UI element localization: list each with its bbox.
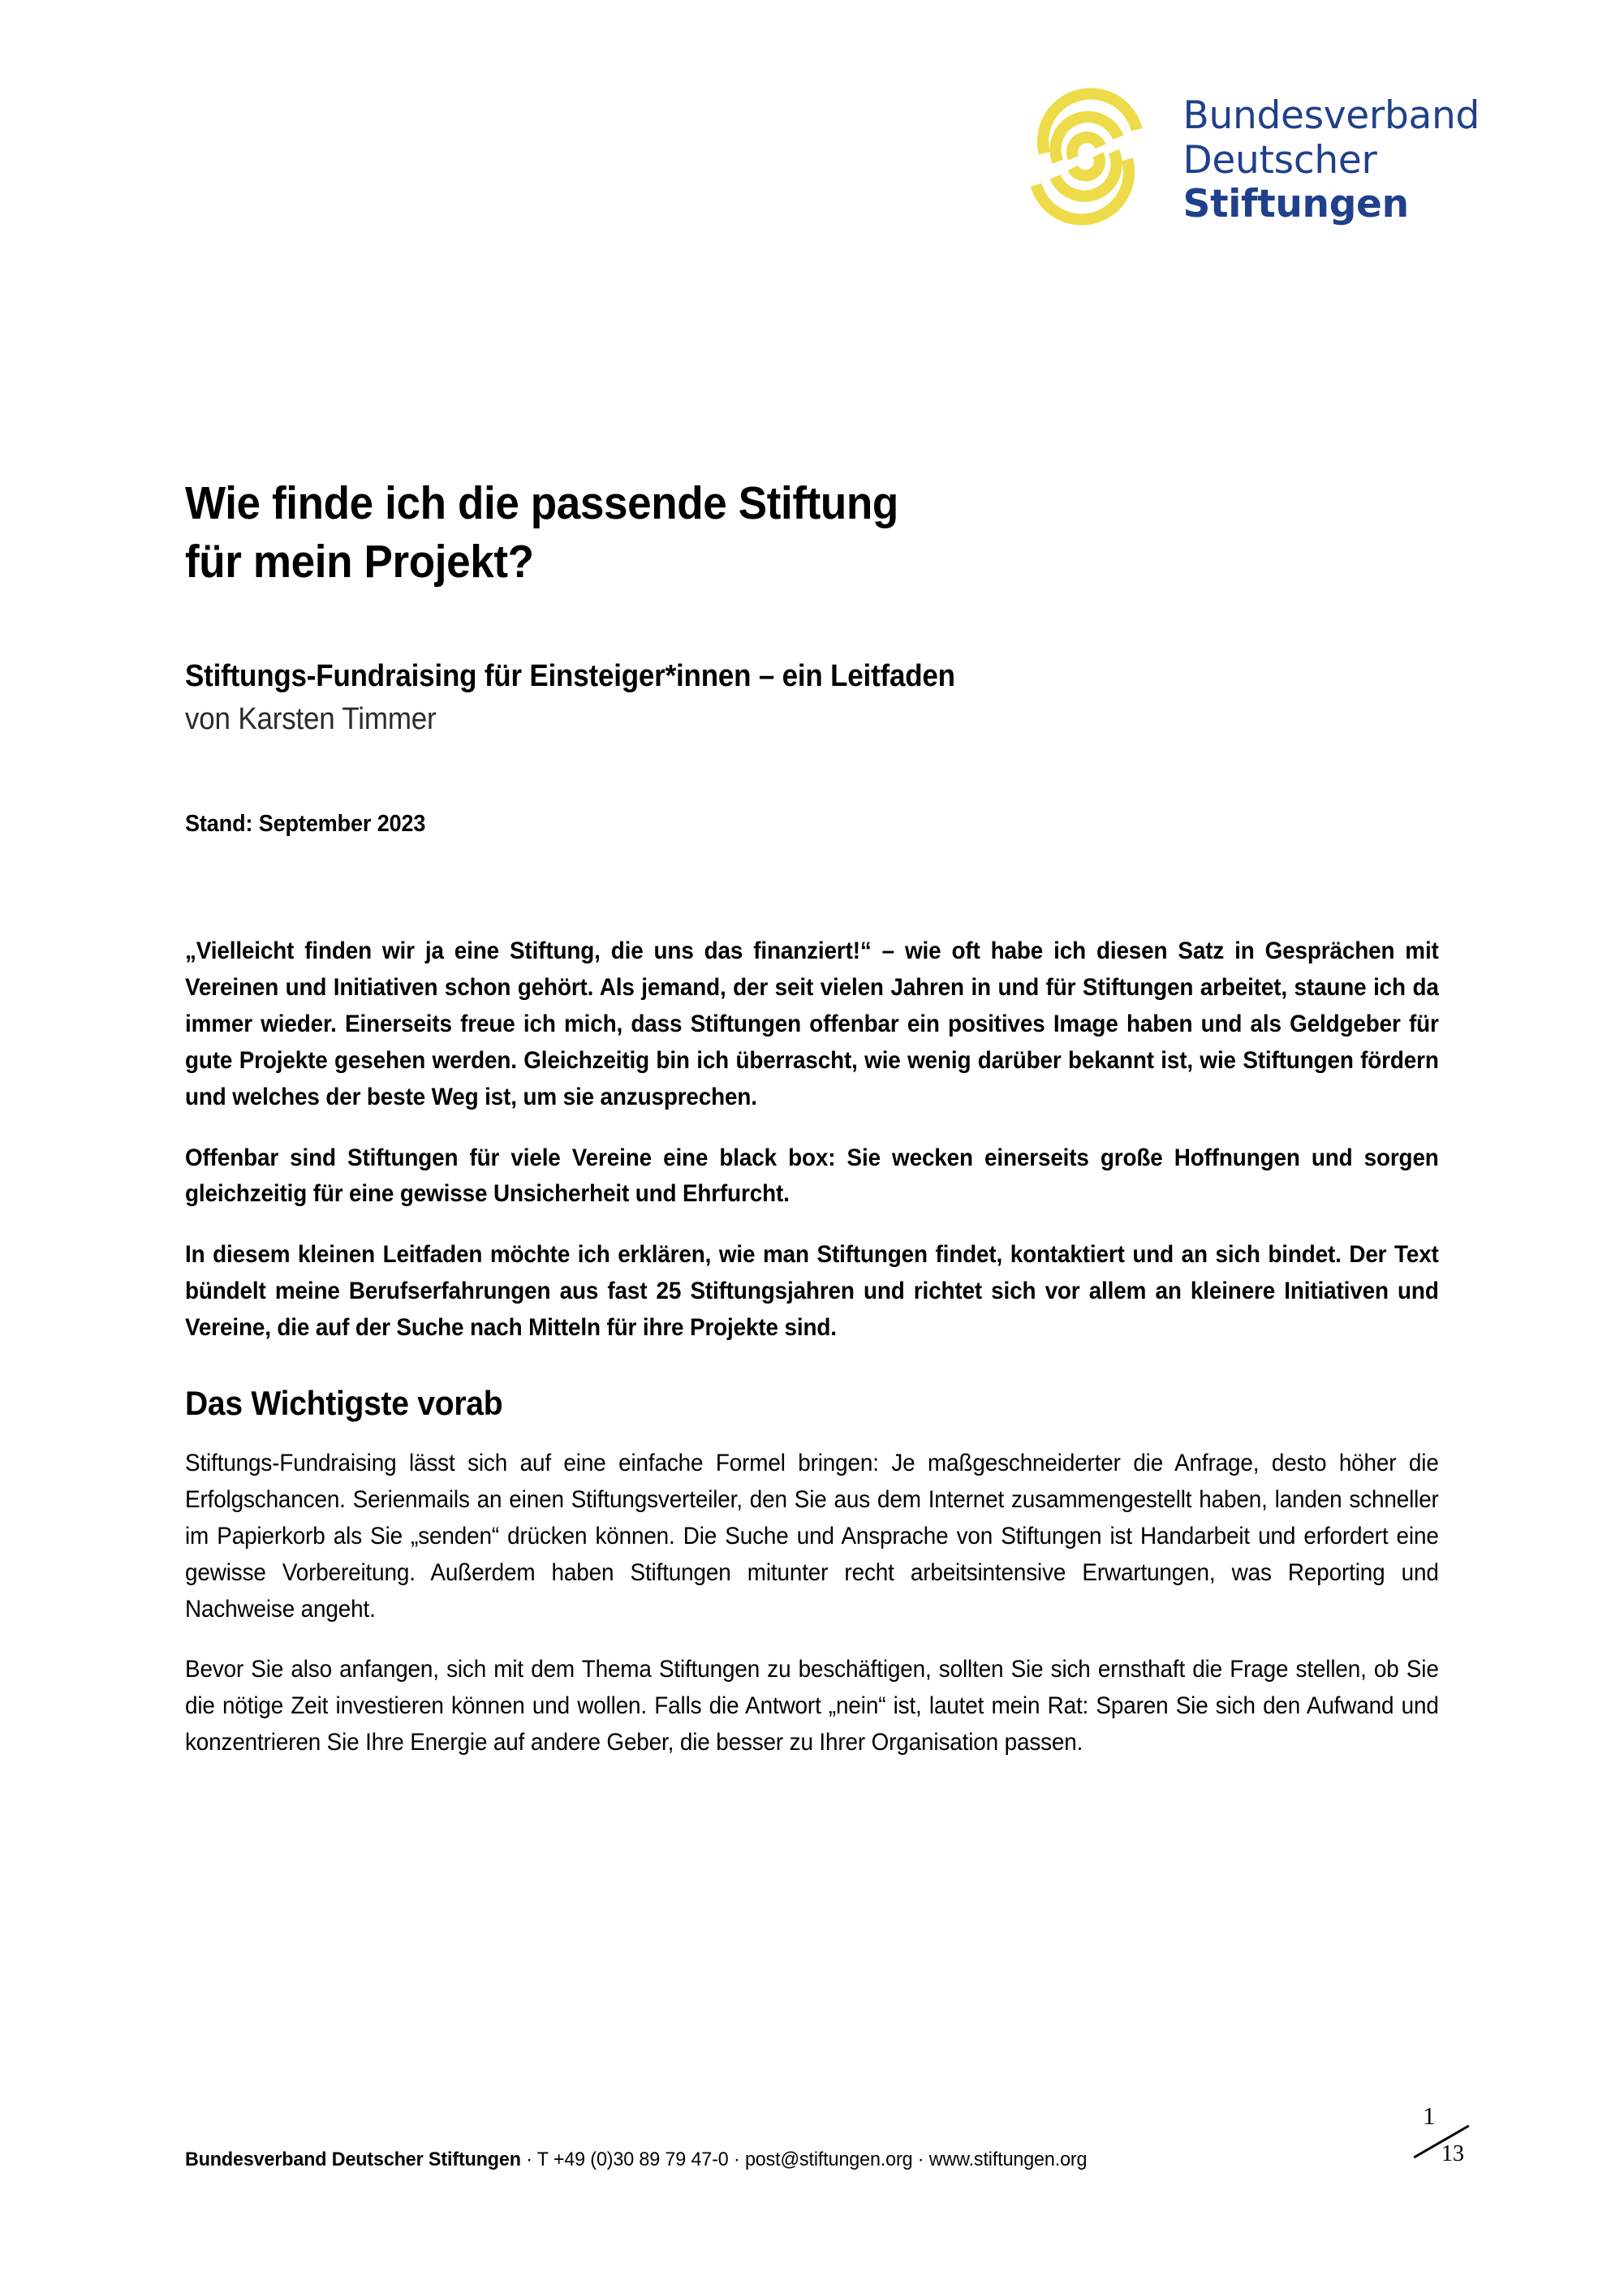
body-paragraph: Bevor Sie also anfangen, sich mit dem Thema Stiftungen zu beschäftigen, sollten Sie sich ernsthaft die Frage stellen, ob Sie die nötige Zeit investieren können und wollen. Falls die Antwort „nein“ ist, lautet mein Rat: Sparen Sie sich den Aufwand und konzentrieren Sie Ihre Energie auf andere Geber, die besser zu Ihrer Organisation passen.	[185, 1656, 1439, 1756]
logo-line-deutscher: Deutscher	[1182, 137, 1377, 183]
intro-paragraph: „Vielleicht finden wir ja eine Stiftung, die uns das finanziert!“ – wie oft habe ich diesen Satz in Gesprächen mit Vereinen und Initiativen schon gehört. Als jemand, der seit vielen Jahren in und für Stiftungen arbeitet, staune ich da immer wieder. Einerseits freue ich mich, dass Stiftungen offenbar ein positives Image haben und als Geldgeber für gute Projekte gesehen werden. Gleichzeitig bin ich überrascht, wie wenig darüber bekannt ist, wie Stiftungen fördern und welches der beste Weg ist, um sie anzusprechen.	[185, 937, 1439, 1110]
page-date: Stand: September 2023	[185, 811, 426, 838]
intro-paragraph: In diesem kleinen Leitfaden möchte ich erklären, wie man Stiftungen findet, kontaktiert und an sich bindet. Der Text bündelt meine Berufserfahrungen aus fast 25 Stiftungsjahren und richtet sich vor allem an kleinere Initiativen und Vereine, die auf der Suche nach Mitteln für ihre Projekte sind.	[185, 1241, 1439, 1341]
footer-phone: T +49 (0)30 89 79 47-0	[536, 2149, 729, 2171]
section-body	[185, 1446, 1439, 1761]
page-title-line-2: für mein Projekt?	[185, 535, 534, 588]
body-paragraph: Stiftungs-Fundraising lässt sich auf eine einfache Formel bringen: Je maßgeschneiderter die Anfrage, desto höher die Erfolgschancen. Serienmails an einen Stiftungsverteiler, den Sie aus dem Internet zusammengestellt haben, landen schneller im Papierkorb als Sie „senden“ drücken können. Die Suche und Ansprache von Stiftungen ist Handarbeit und erfordert eine gewisse Vorbereitung. Außerdem haben Stiftungen mitunter recht arbeitsintensive Erwartungen, was Reporting und Nachweise angeht.	[185, 1450, 1439, 1623]
section-heading-das-wichtigste-vorab: Das Wichtigste vorab	[185, 1383, 503, 1422]
footer-separator: ·	[520, 2149, 537, 2171]
page-footer	[185, 2103, 1480, 2173]
page-number-current: 1	[1423, 2101, 1436, 2130]
page-subtitle: Stiftungs-Fundraising für Einsteiger*innen – ein Leitfaden	[185, 658, 955, 693]
page-author: von Karsten Timmer	[185, 702, 437, 737]
intro-paragraph: Offenbar sind Stiftungen für viele Vereine eine black box: Sie wecken einerseits große Hoffnungen und sorgen gleichzeitig für eine gewisse Unsicherheit und Ehrfurcht.	[185, 1144, 1439, 1208]
footer-website[interactable]: www.stiftungen.org	[928, 2149, 1088, 2171]
intro-block	[185, 838, 1439, 1346]
footer-email[interactable]: post@stiftungen.org	[744, 2149, 913, 2171]
page-number	[1405, 2103, 1480, 2173]
logo-line-stiftungen: Stiftungen	[1182, 182, 1409, 227]
page-number-total: 13	[1441, 2141, 1464, 2166]
footer-separator: ·	[728, 2149, 745, 2171]
footer-separator: ·	[912, 2149, 929, 2171]
page-title	[185, 0, 1351, 592]
logo-line-bundesverband: Bundesverband	[1182, 93, 1480, 138]
document-content	[185, 0, 1439, 1761]
footer-organisation: Bundesverband Deutscher Stiftungen	[185, 2149, 521, 2171]
footer-contact-line	[185, 2147, 1087, 2173]
page-title-line-1: Wie finde ich die passende Stiftung	[185, 477, 898, 529]
